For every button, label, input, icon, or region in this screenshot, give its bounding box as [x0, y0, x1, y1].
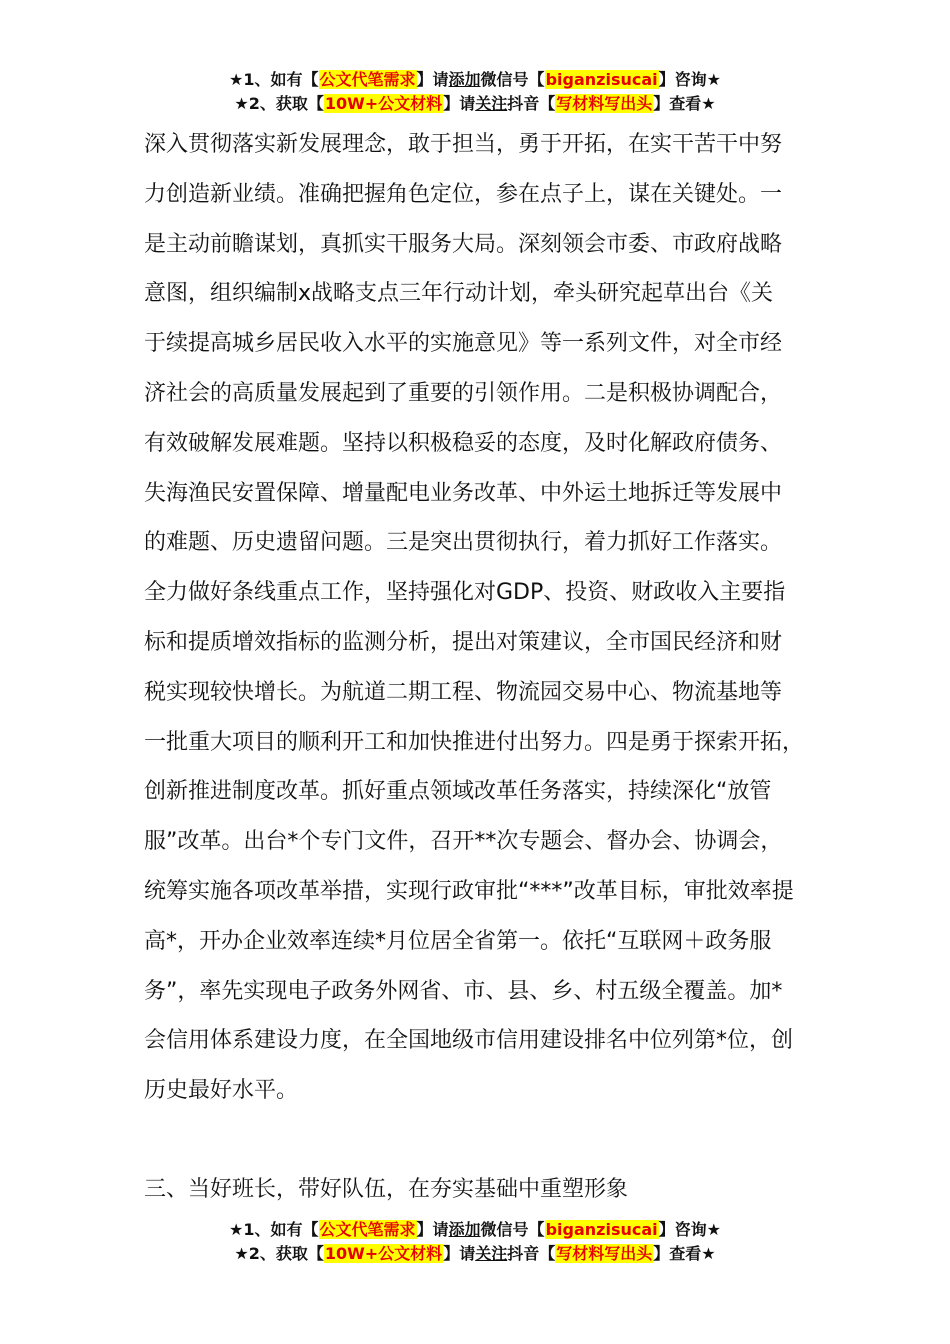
body-line: 创新推进制度改革。抓好重点领域改革任务落实，持续深化“放管: [144, 779, 772, 805]
banner-underline: 添加: [448, 70, 481, 89]
banner-text: 微信号【: [480, 70, 545, 89]
bottom-banner: [0, 1218, 950, 1266]
banner-highlight: biganzisucai: [545, 1220, 658, 1239]
banner-text: ★1、如有【: [229, 1220, 319, 1239]
body-line: 于续提高城乡居民收入水平的实施意见》等一系列文件，对全市经: [144, 331, 783, 357]
banner-text: ★1、如有【: [229, 70, 319, 89]
body-line: 意图，组织编制x战略支点三年行动计划，牵头研究起草出台《关: [144, 281, 774, 307]
body-line: 全力做好条线重点工作，坚持强化对GDP、投资、财政收入主要指: [144, 580, 786, 606]
banner-text: 】请: [416, 70, 449, 89]
banner-highlight: 10W+公文材料: [324, 1244, 443, 1263]
body-line: 深入贯彻落实新发展理念，敢于担当，勇于开拓，在实干苦干中努: [144, 132, 783, 157]
body-line: 失海渔民安置保障、增量配电业务改革、中外运土地拆迁等发展中: [144, 480, 783, 506]
banner-line-2: [0, 92, 950, 116]
body-line: 力创造新业绩。准确把握角色定位，参在点子上，谋在关键处。一: [144, 181, 783, 207]
body-line: 会信用体系建设力度，在全国地级市信用建设排名中位列第*位，创: [144, 1028, 794, 1054]
banner-text: 微信号【: [480, 1220, 545, 1239]
body-line: 高*，开办企业效率连续*月位居全省第一。依托“互联网＋政务服: [144, 928, 772, 954]
body-line: 务”，率先实现电子政务外网省、市、县、乡、村五级全覆盖。加*: [144, 978, 783, 1004]
body-line: 的难题、历史遗留问题。三是突出贯彻执行，着力抓好工作落实。: [144, 530, 783, 556]
banner-highlight: biganzisucai: [545, 70, 658, 89]
banner-text: 】查看★: [653, 1244, 716, 1263]
banner-text: 】请: [443, 94, 476, 113]
banner-text: 】请: [443, 1244, 476, 1263]
banner-line-2: [0, 1242, 950, 1266]
banner-text: 】咨询★: [658, 70, 721, 89]
body-line: 统筹实施各项改革举措，实现行政审批“***”改革目标，审批效率提: [144, 878, 794, 904]
body-line: 服”改革。出台*个专门文件，召开**次专题会、督办会、协调会，: [144, 829, 783, 855]
banner-text: 】咨询★: [658, 1220, 721, 1239]
banner-underline: 关注: [475, 1244, 508, 1263]
banner-text: 抖音【: [507, 1244, 556, 1263]
banner-line-1: [0, 68, 950, 92]
section-heading: 三、当好班长，带好队伍，在夯实基础中重塑形象: [144, 1177, 629, 1202]
body-line: 历史最好水平。: [144, 1078, 299, 1104]
banner-underline: 添加: [448, 1220, 481, 1239]
banner-text: ★2、获取【: [234, 94, 324, 113]
body-line: 有效破解发展难题。坚持以积极稳妥的态度，及时化解政府债务、: [144, 430, 783, 456]
banner-text: ★2、获取【: [234, 1244, 324, 1263]
body-line: 是主动前瞻谋划，真抓实干服务大局。深刻领会市委、市政府战略: [144, 231, 783, 257]
body-line: 标和提质增效指标的监测分析，提出对策建议，全市国民经济和财: [144, 629, 783, 655]
top-banner: [0, 68, 950, 116]
banner-highlight: 公文代笔需求: [319, 1220, 416, 1239]
body-line: 税实现较快增长。为航道二期工程、物流园交易中心、物流基地等: [144, 679, 783, 705]
banner-highlight: 公文代笔需求: [319, 70, 416, 89]
banner-text: 】请: [416, 1220, 449, 1239]
body-line: 济社会的高质量发展起到了重要的引领作用。二是积极协调配合，: [144, 380, 783, 406]
banner-text: 】查看★: [653, 94, 716, 113]
banner-line-1: [0, 1218, 950, 1242]
banner-highlight: 10W+公文材料: [324, 94, 443, 113]
body-paragraph: [144, 120, 829, 1116]
body-line: 一批重大项目的顺利开工和加快推进付出努力。四是勇于探索开拓，: [144, 729, 805, 755]
banner-highlight: 写材料写出头: [556, 94, 653, 113]
banner-highlight: 写材料写出头: [556, 1244, 653, 1263]
banner-text: 抖音【: [507, 94, 556, 113]
banner-underline: 关注: [475, 94, 508, 113]
